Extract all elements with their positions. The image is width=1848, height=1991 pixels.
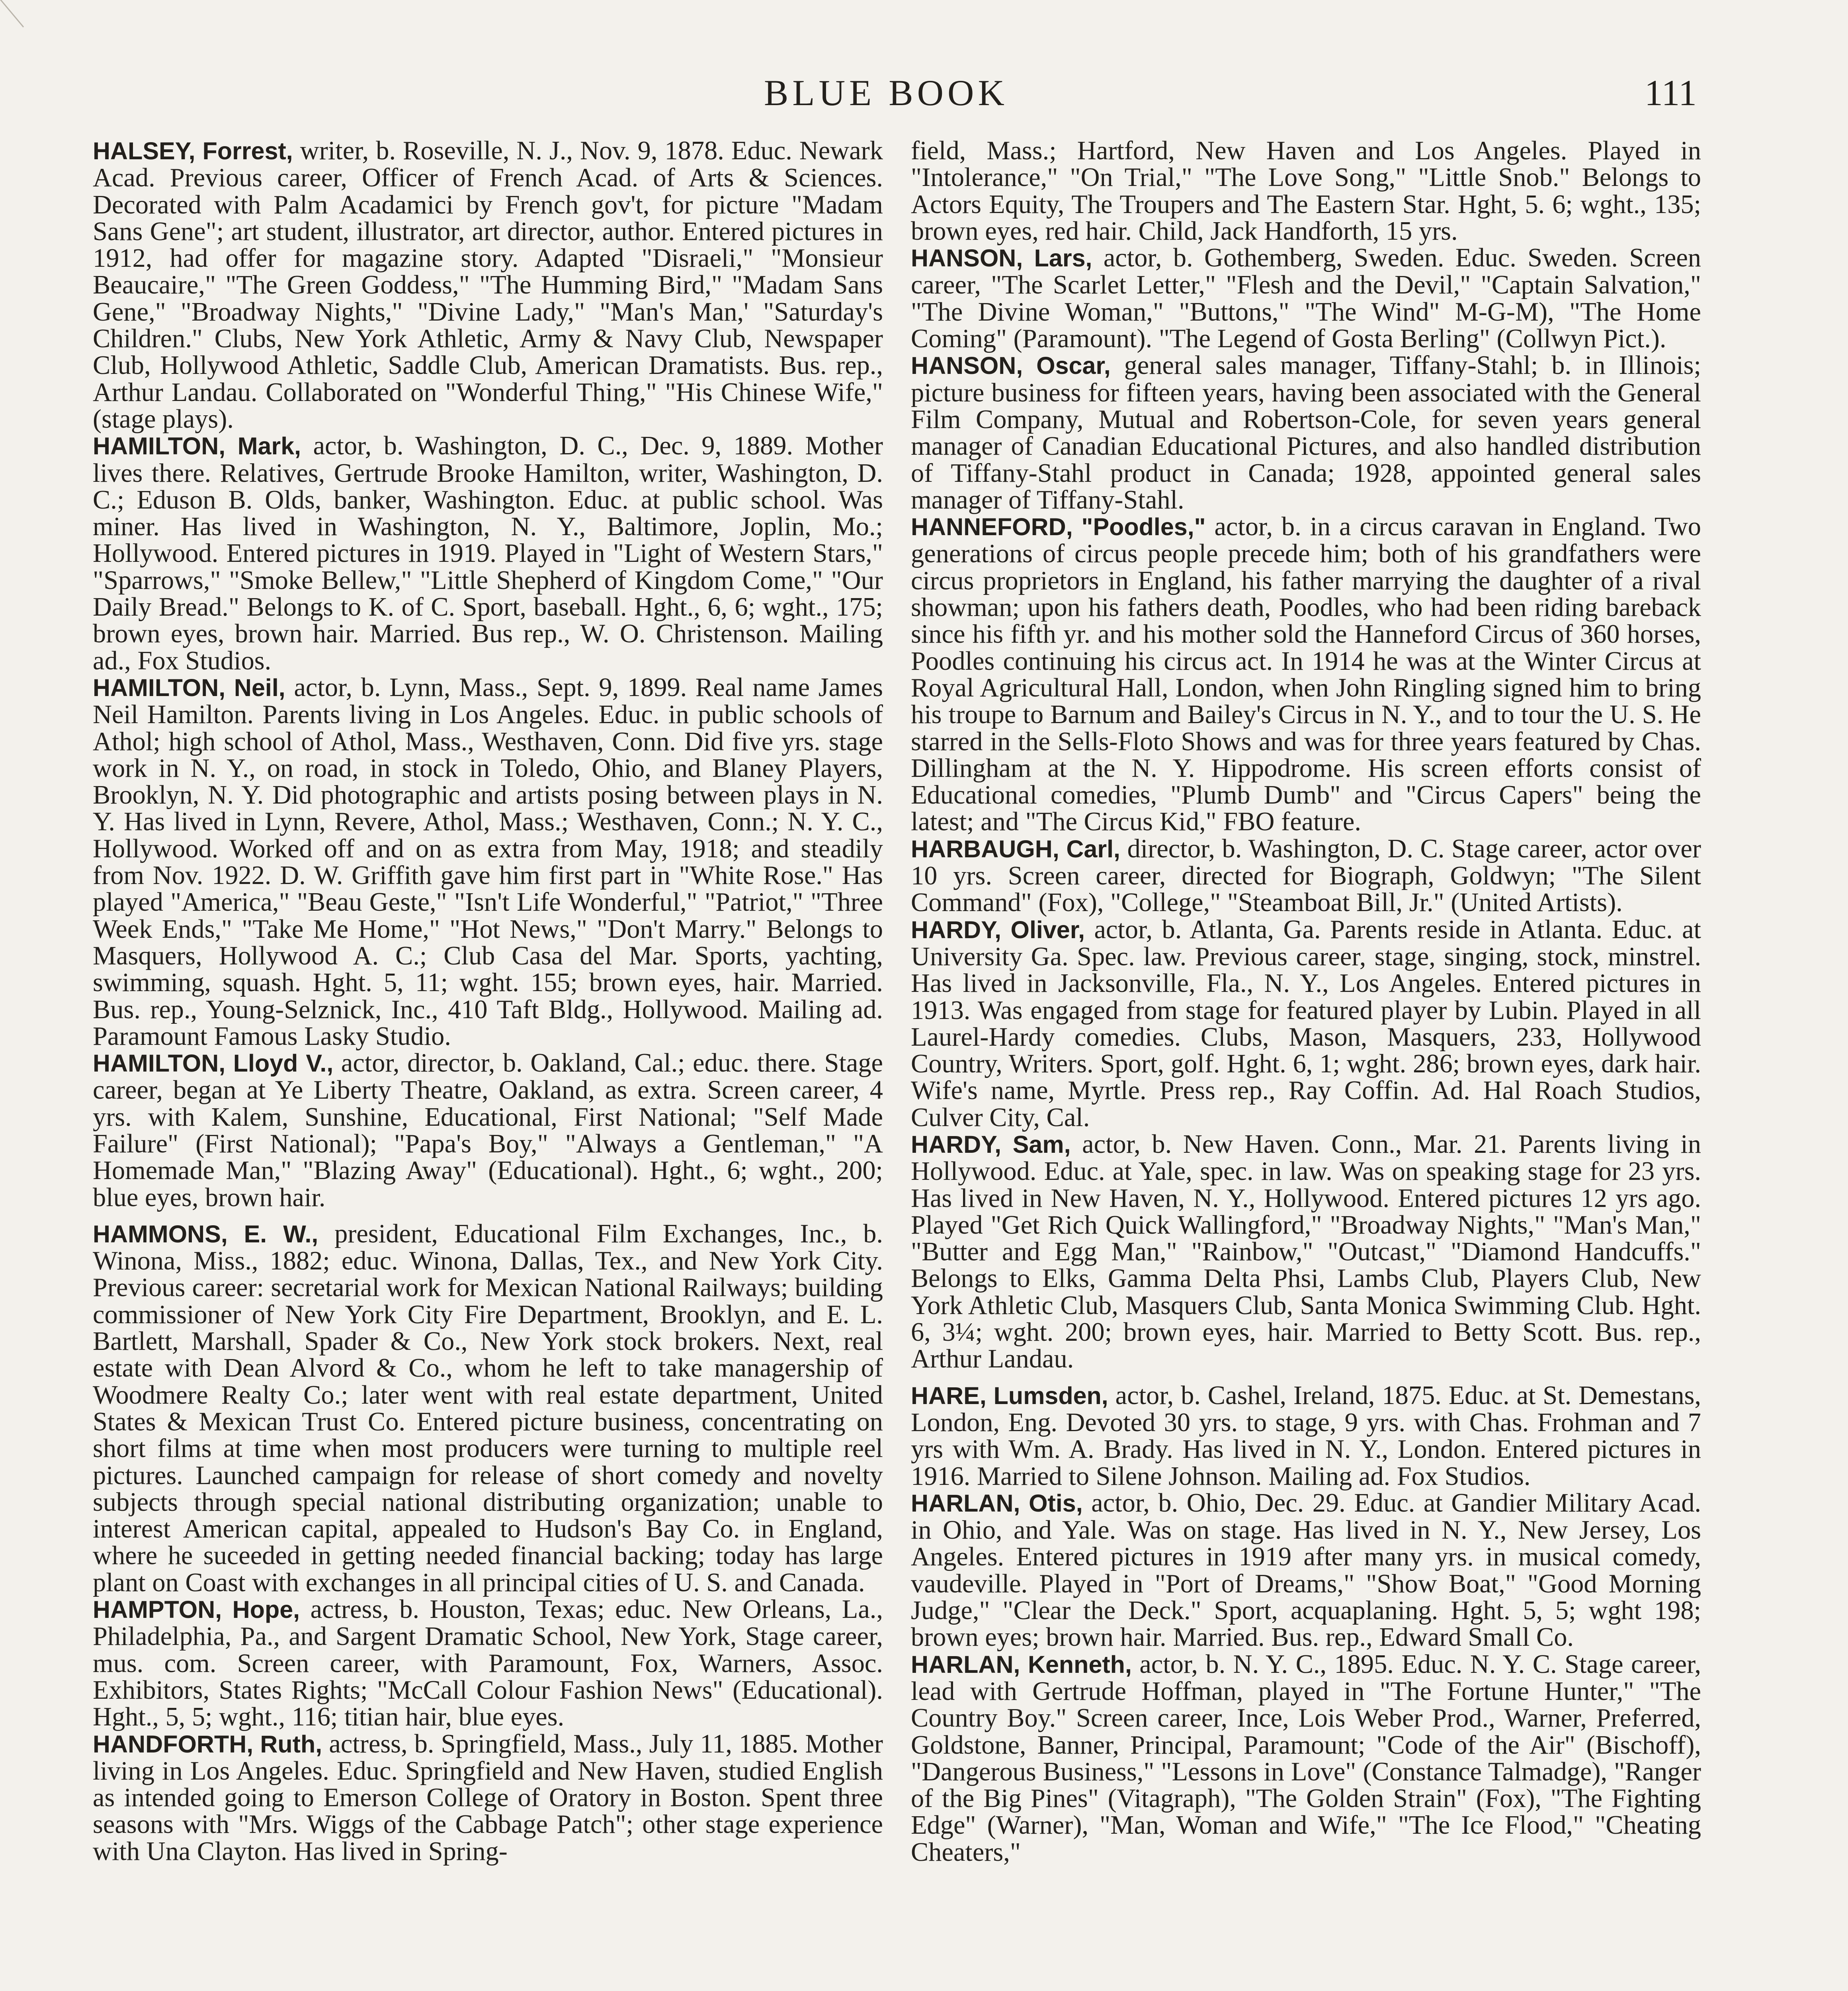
entry-surname: HANNEFORD, (911, 513, 1073, 541)
entry-body: actor, director, b. Oakland, Cal.; educ. there. Stage career, began at Ye Liberty Theatre, Oakland, as extra. Screen career, 4 yrs. with Kalem, Sunshine, Educational, First National; "Self Made Failure" (First National); "Papa's Boy," "Always a Gentleman," "A Homemade Man," "Blazing Away" (Educational). Hght., 6; wght., 200; blue eyes, brown hair. (93, 1048, 883, 1212)
entry-body: actor, b. in a circus caravan in England. Two generations of circus people precede him; both of his grandfathers were circus proprietors in England, his father marrying the daughter of a rival showman; upon his fathers death, Poodles, who had been riding bareback since his fifth yr. and his mother sold the Hanneford Circus of 360 horses, Poodles continuing his circus act. In 1914 he was at the Winter Circus at Royal Agricultural Hall, London, when John Ringling signed him to bring his troupe to Barnum and Bailey's Circus in N. Y., and to tour the U. S. He starred in the Sells-Floto Shows and was for three years featured by Chas. Dillingham at the N. Y. Hippodrome. His screen efforts consist of Educational comedies, "Plumb Dumb" and "Circus Capers" being the latest; and "The Circus Kid," FBO feature. (911, 512, 1701, 837)
entry-harbaugh (911, 835, 1701, 916)
entry-body: actor, b. New Haven. Conn., Mar. 21. Parents living in Hollywood. Educ. at Yale, spec. in law. Was on speaking stage for 23 yrs. Has lived in New Haven, N. Y., Hollywood. Entered pictures 12 yrs ago. Played "Get Rich Quick Wallingford," "Broadway Nights," "Man's Man," "Butter and Egg Man," "Rainbow," "Outcast," "Diamond Handcuffs." Belongs to Elks, Gamma Delta Phsi, Lambs Club, Players Club, New York Athletic Club, Masquers Club, Santa Monica Swimming Club. Hght. 6, 3¼; wght. 200; brown eyes, hair. Married to Betty Scott. Bus. rep., Arthur Landau. (911, 1129, 1701, 1374)
entry-forename: Lumsden, (993, 1382, 1108, 1409)
entry-surname: HAMPTON, (93, 1596, 222, 1623)
entry-harlan-kenneth (911, 1651, 1701, 1866)
entry-harlan-otis (911, 1490, 1701, 1651)
entry-forename: Mark, (237, 432, 301, 460)
entry-hamilton-neil (93, 674, 883, 1050)
entry-forename: Lloyd V., (233, 1050, 334, 1077)
entry-forename: Oliver, (1010, 916, 1085, 943)
entry-body: director, b. Washington, D. C. Stage career, actor over 10 yrs. Screen career, directed for Biograph, Goldwyn; "The Silent Command" (Fox), "College," "Steamboat Bill, Jr." (United Artists). (911, 834, 1701, 917)
entry-body: actress, b. Houston, Texas; educ. New Orleans, La., Philadelphia, Pa., and Sargent Dramatic School, New York, Stage career, mus. com. Screen career, with Paramount, Fox, Warners, Assoc. Exhibitors, States Rights; "McCall Colour Fashion News" (Educational). Hght., 5, 5; wght., 116; titian hair, blue eyes. (93, 1595, 883, 1732)
entry-surname: HANSON, (911, 352, 1023, 379)
entry-forename: Hope, (232, 1596, 300, 1623)
right-column (911, 137, 1701, 1866)
page-number: 111 (1644, 72, 1697, 113)
entry-surname: HAMMONS, (93, 1220, 228, 1248)
entry-hamilton-lloyd (93, 1050, 883, 1211)
entry-surname: HAMILTON, (93, 1050, 226, 1077)
entry-hardy-oliver (911, 916, 1701, 1131)
entry-surname: HAMILTON, (93, 432, 226, 460)
entry-body: actor, b. Washington, D. C., Dec. 9, 1889. Mother lives there. Relatives, Gertrude Brooke Hamilton, writer, Washington, D. C.; Eduson B. Olds, banker, Washington. Educ. at public school. Was miner. Has lived in Washington, N. Y., Baltimore, Joplin, Mo.; Hollywood. Entered pictures in 1919. Played in "Light of Western Stars," "Sparrows," "Smoke Bellew," "Little Shepherd of Kingdom Come," "Our Daily Bread." Belongs to K. of C. Sport, baseball. Hght., 6, 6; wght., 175; brown eyes, brown hair. Married. Bus rep., W. O. Christenson. Mailing ad., Fox Studios. (93, 431, 883, 675)
left-column (93, 137, 883, 1865)
entry-forename: Forrest, (202, 137, 293, 164)
page-corner-mark (0, 0, 51, 27)
book-title: BLUE BOOK (764, 72, 1008, 113)
entry-forename: Kenneth, (1028, 1651, 1132, 1678)
entry-hardy-sam (911, 1131, 1701, 1373)
entry-surname: HARLAN, (911, 1651, 1020, 1678)
entry-surname: HALSEY, (93, 137, 195, 164)
entry-forename: Ruth, (260, 1730, 322, 1758)
entry-body: actor, b. Lynn, Mass., Sept. 9, 1899. Real name James Neil Hamilton. Parents living in Los Angeles. Educ. in public schools of Athol; high school of Athol, Mass., Westhaven, Conn. Did five yrs. stage work in N. Y., on road, in stock in Toledo, Ohio, and Blaney Players, Brooklyn, N. Y. Did photographic and artists posing between plays in N. Y. Has lived in Lynn, Revere, Athol, Mass.; Westhaven, Conn.; N. Y. C., Hollywood. Worked off and on as extra from May, 1918; and steadily from Nov. 1922. D. W. Griffith gave him first part in "White Rose." Has played "America," "Beau Geste," "Isn't Life Wonderful," "Patriot," "Three Week Ends," "Take Me Home," "Hot News," "Don't Marry." Belongs to Masquers, Hollywood A. C.; Club Casa del Mar. Sports, yachting, swimming, squash. Hght. 5, 11; wght. 155; brown eyes, hair. Married. Bus. rep., Young-Selznick, Inc., 410 Taft Bldg., Hollywood. Mailing ad. Paramount Famous Lasky Studio. (93, 673, 883, 1051)
entry-surname: HARDY, (911, 1130, 1002, 1158)
entry-hanneford (911, 513, 1701, 835)
page-header (92, 60, 1697, 123)
entry-handforth (93, 1731, 883, 1865)
entry-surname: HAMILTON, (93, 674, 226, 701)
entry-hare (911, 1382, 1701, 1490)
entry-hampton (93, 1596, 883, 1730)
entry-hanson-lars (911, 244, 1701, 352)
entry-body: actress, b. Springfield, Mass., July 11, 1885. Mother living in Los Angeles. Educ. Springfield and New Haven, studied English as intended going to Emerson College of Oratory in Boston. Spent three seasons with "Mrs. Wiggs of the Cabbage Patch"; other stage experience with Una Clayton. Has lived in Spring- (93, 1729, 883, 1866)
entry-forename: Sam, (1012, 1130, 1071, 1158)
entry-body: actor, b. Cashel, Ireland, 1875. Educ. at St. Demestans, London, Eng. Devoted 30 yrs. to stage, 9 yrs. with Chas. Frohman and 7 yrs with Wm. A. Brady. Has lived in N. Y., London. Entered pictures in 1916. Married to Silene Johnson. Mailing ad. Fox Studios. (911, 1381, 1701, 1491)
entry-forename: E. W., (244, 1220, 318, 1248)
entry-body: president, Educational Film Exchanges, Inc., b. Winona, Miss., 1882; educ. Winona, Dallas, Tex., and New York City. Previous career: secretarial work for Mexican National Railways; building commissioner of New York City Fire Department, Brooklyn, and E. L. Bartlett, Marshall, Spader & Co., New York stock brokers. Next, real estate with Dean Alvord & Co., whom he left to take managership of Woodmere Realty Co.; later went with real estate department, United States & Mexican Trust Co. Entered picture business, concentrating on short films at time when most producers were turning to multiple reel pictures. Launched campaign for release of short comedy and novelty subjects through special national distributing organization; unable to interest American capital, appealed to Hudson's Bay Co. in England, where he suceeded in getting needed financial backing; today has large plant on Coast with exchanges in all principal cities of U. S. and Canada. (93, 1219, 883, 1597)
entry-hammons (93, 1220, 883, 1596)
entry-surname: HARDY, (911, 916, 1002, 943)
entry-halsey (93, 137, 883, 432)
entry-forename: "Poodles," (1081, 513, 1206, 541)
entry-hamilton-mark (93, 432, 883, 674)
entry-surname: HANDFORTH, (93, 1730, 254, 1758)
entry-forename: Neil, (234, 674, 285, 701)
entry-surname: HANSON, (911, 244, 1023, 272)
entry-surname: HARLAN, (911, 1489, 1020, 1517)
entry-surname: HARE, (911, 1382, 987, 1409)
entry-hanson-oscar (911, 352, 1701, 513)
entry-body: actor, b. Gothemberg, Sweden. Educ. Sweden. Screen career, "The Scarlet Letter," "Flesh and the Devil," "Captain Salvation," "The Divine Woman," "Buttons," "The Wind" M-G-M), "The Home Coming" (Paramount). "The Legend of Gosta Berling" (Collwyn Pict.). (911, 243, 1701, 354)
entry-forename: Carl, (1066, 835, 1120, 863)
entry-forename: Lars, (1034, 244, 1092, 272)
entry-body: actor, b. Atlanta, Ga. Parents reside in Atlanta. Educ. at University Ga. Spec. law. Previous career, stage, singing, stock, minstrel. Has lived in Jacksonville, Fla., N. Y., Los Angeles. Entered pictures in 1913. Was engaged from stage for featured player by Lubin. Played in all Laurel-Hardy comedies. Clubs, Mason, Masquers, 233, Hollywood Country, Writers. Sport, golf. Hght. 6, 1; wght. 286; brown eyes, dark hair. Wife's name, Myrtle. Press rep., Ray Coffin. Ad. Hal Roach Studios, Culver City, Cal. (911, 915, 1701, 1132)
entry-forename: Otis, (1029, 1489, 1083, 1517)
entry-surname: HARBAUGH, (911, 835, 1059, 863)
entry-body: field, Mass.; Hartford, New Haven and Los Angeles. Played in "Intolerance," "On Trial," "The Love Song," "Little Snob." Belongs to Actors Equity, The Troupers and The Eastern Star. Hght, 5. 6; wght., 135; brown eyes, red hair. Child, Jack Handforth, 15 yrs. (911, 136, 1701, 246)
entry-handforth-continued (911, 137, 1701, 244)
entry-forename: Oscar, (1036, 352, 1111, 379)
entry-body: actor, b. Ohio, Dec. 29. Educ. at Gandier Military Acad. in Ohio, and Yale. Was on stage. Has lived in N. Y., New Jersey, Los Angeles. Entered pictures in 1919 after many yrs. in musical comedy, vaudeville. Played in "Port of Dreams," "Show Boat," "Good Morning Judge," "Clear the Deck." Sport, acquaplaning. Hght. 5, 5; wght 198; brown eyes; brown hair. Married. Bus. rep., Edward Small Co. (911, 1488, 1701, 1652)
entry-body: actor, b. N. Y. C., 1895. Educ. N. Y. C. Stage career, lead with Gertrude Hoffman, played in "The Fortune Hunter," "The Country Boy." Screen career, Ince, Lois Weber Prod., Warner, Preferred, Goldstone, Banner, Principal, Paramount; "Code of the Air" (Bischoff), "Dangerous Business," "Lessons in Love" (Constance Talmadge), "Ranger of the Big Pines" (Vitagraph), "The Golden Strain" (Fox), "The Fighting Edge" (Warner), "Man, Woman and Wife," "The Ice Flood," "Cheating Cheaters," (911, 1649, 1701, 1867)
entry-body: writer, b. Roseville, N. J., Nov. 9, 1878. Educ. Newark Acad. Previous career, Officer of French Acad. of Arts & Sciences. Decorated with Palm Acadamici by French gov't, for picture "Madam Sans Gene"; art student, illustrator, art director, author. Entered pictures in 1912, had offer for magazine story. Adapted "Disraeli," "Monsieur Beaucaire," "The Green Goddess," "The Humming Bird," "Madam Sans Gene," "Broadway Nights," "Divine Lady," "Man's Man,' "Saturday's Children." Clubs, New York Athletic, Army & Navy Club, Newspaper Club, Hollywood Athletic, Saddle Club, American Dramatists. Bus. rep., Arthur Landau. Collaborated on "Wonderful Thing," "His Chinese Wife," (stage plays). (93, 136, 883, 434)
entry-body: general sales manager, Tiffany-Stahl; b. in Illinois; picture business for fifteen years, having been associated with the General Film Company, Mutual and Robertson-Cole, for seven years general manager of Canadian Educational Pictures, and also handled distribution of Tiffany-Stahl product in Canada; 1928, appointed general sales manager of Tiffany-Stahl. (911, 351, 1701, 514)
